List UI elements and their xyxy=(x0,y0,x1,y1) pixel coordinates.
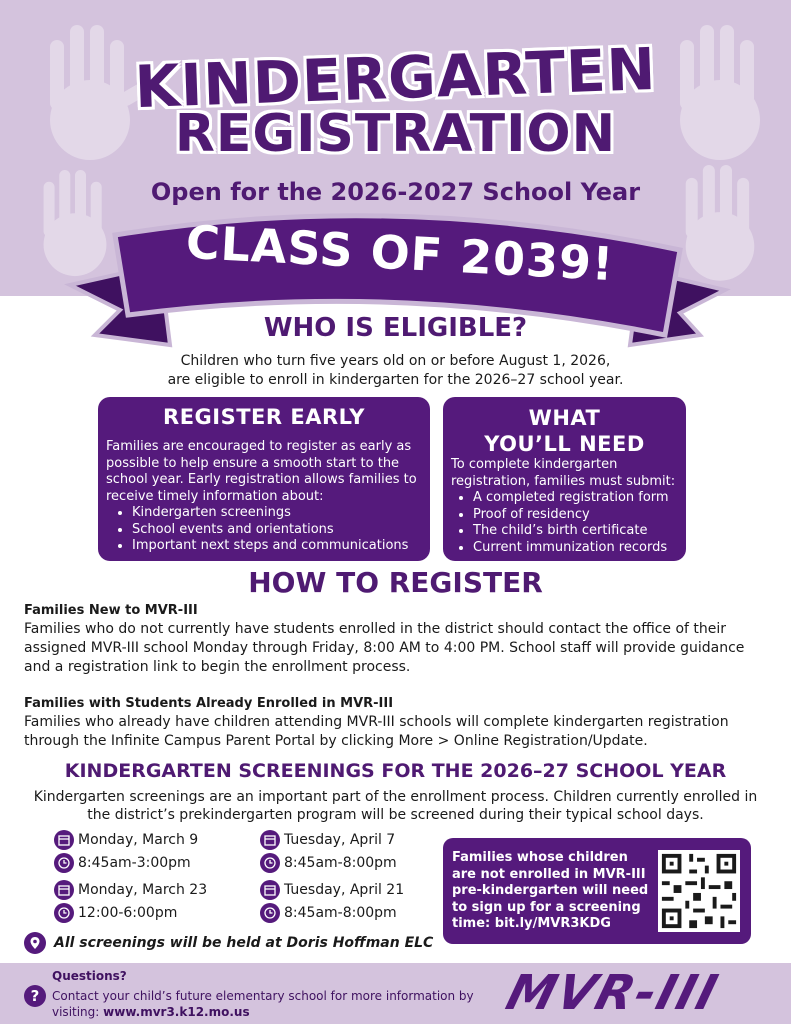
what-you-need-text: To complete kindergarten registration, families must submit: xyxy=(451,457,676,489)
screening-time xyxy=(54,903,177,923)
register-early-list xyxy=(98,505,430,555)
screening-time xyxy=(54,853,191,873)
clock-icon xyxy=(54,903,74,923)
screening-date-text: Tuesday, April 21 xyxy=(284,882,405,898)
screening-date xyxy=(260,880,404,900)
calendar-icon xyxy=(260,880,280,900)
enrolled-families-title: Families with Students Already Enrolled in MVR-III xyxy=(24,696,394,711)
screenings-line-2: the district’s prekindergarten program will be screened during their typical school days. xyxy=(87,807,704,823)
list-item: • Current immunization records xyxy=(473,540,686,557)
list-item: • The child’s birth certificate xyxy=(473,523,686,540)
website-link[interactable]: www.mvr3.k12.mo.us xyxy=(103,1005,250,1019)
list-item: • Kindergarten screenings xyxy=(132,505,430,522)
register-early-text: Families are encouraged to register as early as possible to help ensure a smooth start to the school year. Early registration allows families to receive timely information about: xyxy=(106,439,417,504)
new-families-text: Families who do not currently have students enrolled in the district should contact the office of their assigned MVR-III school Monday through Friday, 8:00 AM to 4:00 PM. School staff will provide guidance and a registration link to begin the enrollment process. xyxy=(24,621,745,675)
footer xyxy=(0,963,791,1024)
clock-icon xyxy=(54,853,74,873)
clock-icon xyxy=(260,903,280,923)
eligible-heading: WHO IS ELIGIBLE? xyxy=(263,313,528,343)
what-you-need-list xyxy=(443,490,686,556)
eligible-line-1: Children who turn five years old on or before August 1, 2026, xyxy=(180,353,611,369)
screening-time-text: 8:45am-8:00pm xyxy=(284,855,397,871)
new-families-section xyxy=(24,601,774,677)
clock-icon xyxy=(260,853,280,873)
contact-info xyxy=(52,988,482,1020)
map-pin-icon xyxy=(24,932,46,954)
contact-text: Contact your child’s future elementary school for more information by visiting: xyxy=(52,989,474,1019)
question-icon: ? xyxy=(24,985,46,1007)
qr-signup-box xyxy=(443,838,751,944)
screening-date-text: Monday, March 9 xyxy=(78,832,199,848)
screening-time-text: 12:00-6:00pm xyxy=(78,905,178,921)
qr-signup-text: Families whose children are not enrolled in MVR-III pre-kindergarten will need to sign up for a screening time: bit.ly/MVR3KDG xyxy=(452,850,649,931)
screening-date-text: Monday, March 23 xyxy=(78,882,208,898)
title-registration: REGISTRATION xyxy=(174,104,617,164)
mvr-iii-logo: MVR-III xyxy=(500,965,725,1021)
eligible-line-2: are eligible to enroll in kindergarten for the 2026–27 school year. xyxy=(167,372,624,388)
how-to-register-heading: HOW TO REGISTER xyxy=(248,566,543,599)
screening-date xyxy=(54,880,207,900)
register-early-box xyxy=(98,397,430,561)
enrolled-families-section xyxy=(24,694,774,751)
screening-time-text: 8:45am-3:00pm xyxy=(78,855,191,871)
screening-date-text: Tuesday, April 7 xyxy=(284,832,396,848)
location-text: All screenings will be held at Doris Hoffman ELC xyxy=(54,935,434,951)
screening-time xyxy=(260,853,397,873)
list-item: • Important next steps and communications xyxy=(132,538,430,555)
list-item: • School events and orientations xyxy=(132,522,430,539)
screening-time xyxy=(260,903,397,923)
title-kindergarten: KINDERGARTEN xyxy=(133,34,658,122)
screening-date xyxy=(260,830,395,850)
screenings-heading: KINDERGARTEN SCREENINGS FOR THE 2026–27 SCHOOL YEAR xyxy=(64,760,727,782)
register-early-heading: REGISTER EARLY xyxy=(163,405,365,429)
list-item: • A completed registration form xyxy=(473,490,686,507)
what-you-need-heading: WHAT YOU’LL NEED xyxy=(484,406,645,456)
what-you-need-box xyxy=(443,397,686,561)
calendar-icon xyxy=(54,880,74,900)
calendar-icon xyxy=(54,830,74,850)
location-line xyxy=(24,932,433,954)
questions-label: Questions? xyxy=(52,969,127,983)
new-families-title: Families New to MVR-III xyxy=(24,603,198,618)
screenings-line-1: Kindergarten screenings are an important part of the enrollment process. Children currently enrolled in xyxy=(33,789,758,805)
subtitle: Open for the 2026-2027 School Year xyxy=(150,178,641,206)
calendar-icon xyxy=(260,830,280,850)
qr-code-icon[interactable] xyxy=(658,850,740,932)
enrolled-families-text: Families who already have children attending MVR-III schools will complete kindergarten registration through the Infinite Campus Parent Portal by clicking More > Online Registration/Update. xyxy=(24,714,729,749)
list-item: • Proof of residency xyxy=(473,507,686,524)
class-of-banner: CLASS OF 2039! xyxy=(184,214,616,292)
screening-time-text: 8:45am-8:00pm xyxy=(284,905,397,921)
screening-date xyxy=(54,830,198,850)
